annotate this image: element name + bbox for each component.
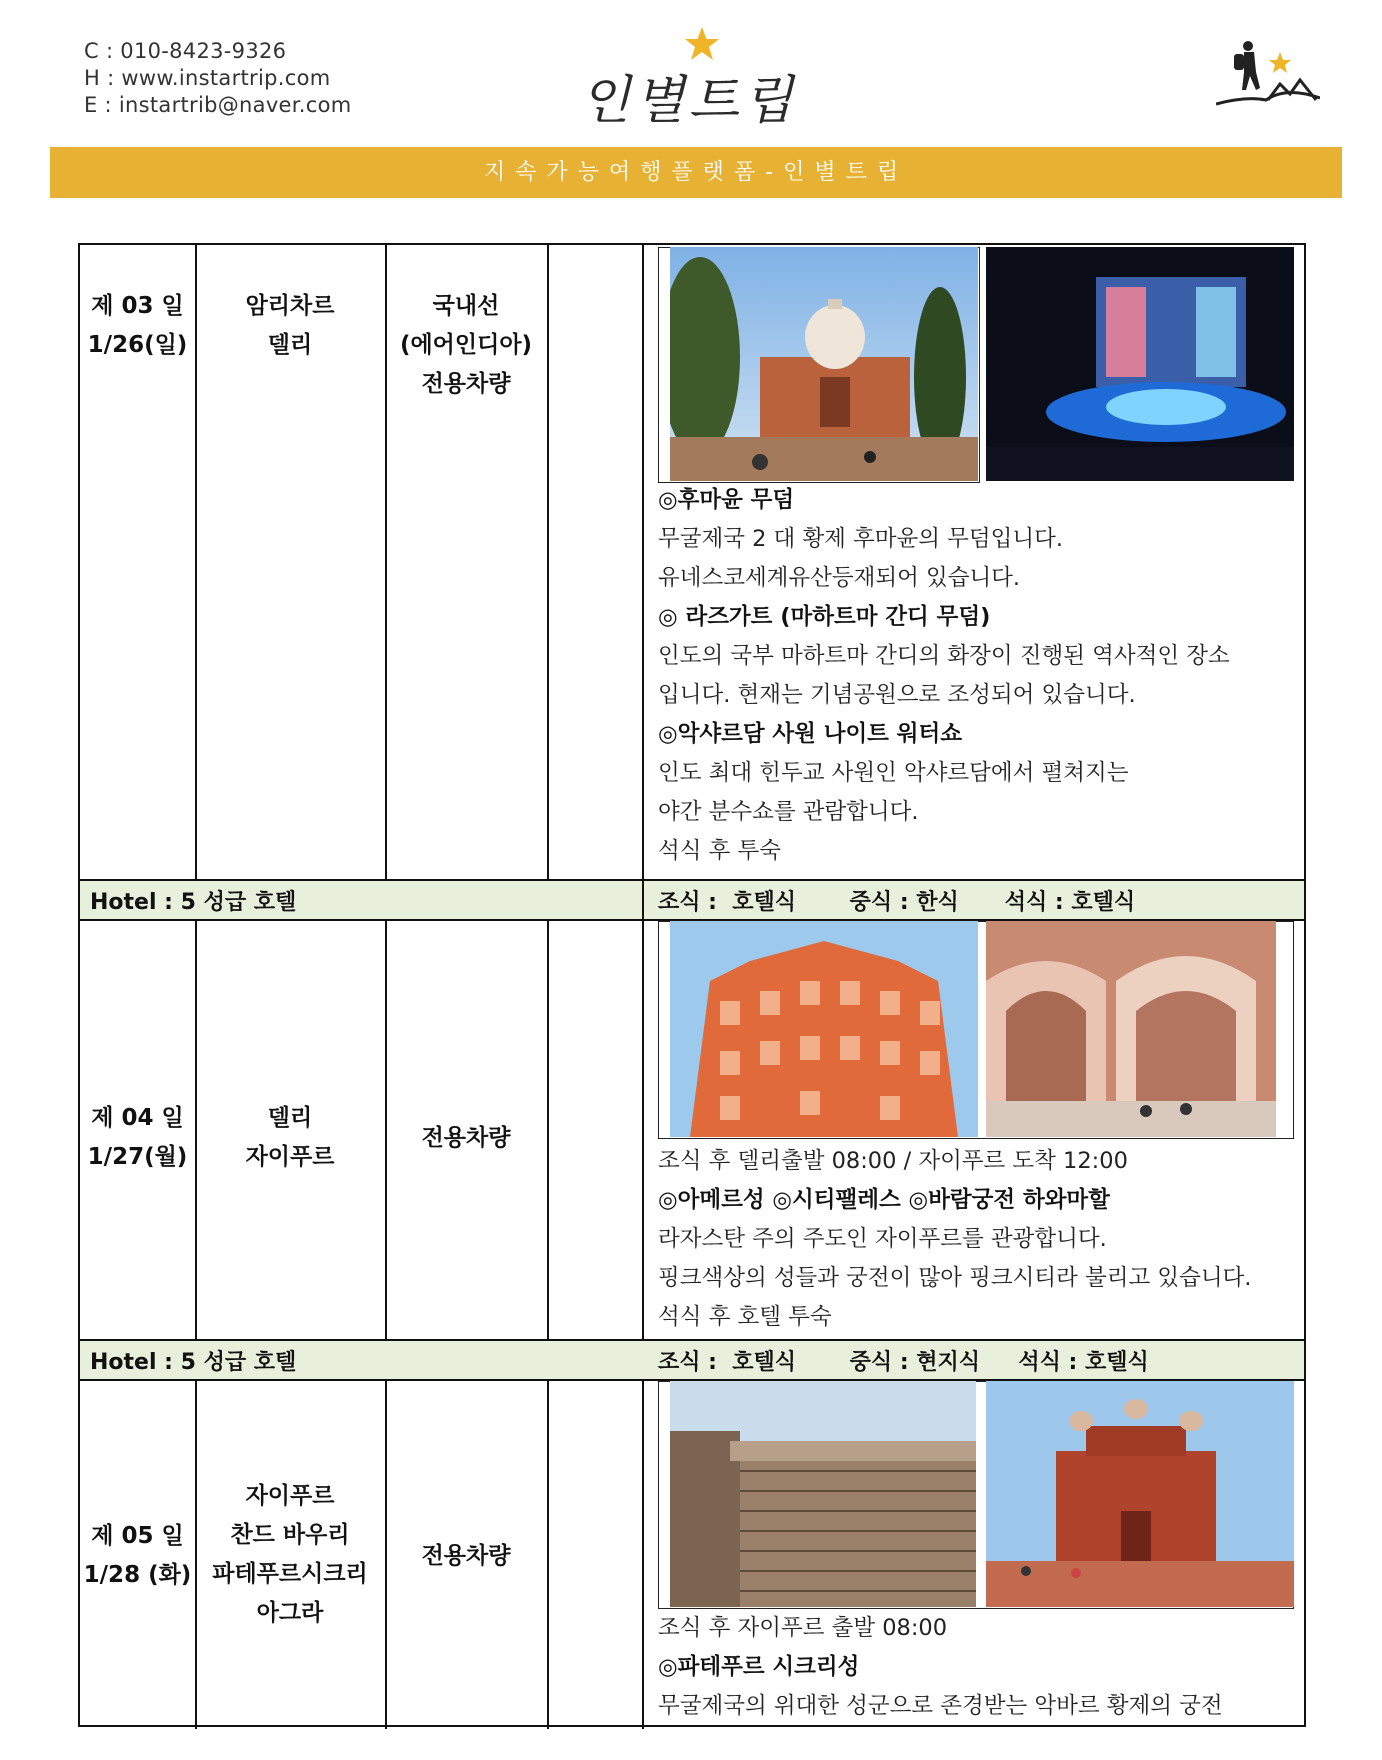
itinerary-table (78, 243, 1306, 1727)
day-details: 조식 후 델리출발 08:00 / 자이푸르 도착 12:00 ◎아메르성 ◎시티팰레스 ◎바람궁전 하와마할 라자스탄 주의 주도인 자이푸르를 관광합니다. 핑크색상의 성들과 궁전이 많아 핑크시티라 불리고 있습니다. 석식 후 호텔 투숙 (658, 1148, 1252, 1330)
hotel-label: Hotel : 5 성급 호텔 (90, 1350, 297, 1375)
city-list: 델리 자이푸르 (245, 1105, 335, 1170)
star-icon (684, 26, 720, 62)
fatehpur-sikri-photo (986, 1381, 1294, 1607)
meals-text: 조식 : 호텔식 중식 : 현지식 석식 : 호텔식 (658, 1350, 1149, 1375)
day-label: 제 03 일 1/26(일) (87, 293, 188, 358)
banner: 지속가능여행플랫폼-인별트립 (50, 147, 1342, 198)
chand-baori-photo (670, 1381, 976, 1607)
day-details: ◎후마윤 무덤 무굴제국 2 대 황제 후마윤의 무덤입니다. 유네스코세계유산등재되어 있습니다. ◎ 라즈가트 (마하트마 간디 무덤) 인도의 국부 마하트마 간디의 화장이 진행된 역사적인 장소 입니다. 현재는 기념공원으로 조성되어 있습니다. ◎악샤르담 사원 나이트 워터쇼 인도 최대 힌두교 사원인 악샤르담에서 펼쳐지는 야간 분수쇼를 관람합니다. 석식 후 투숙 (658, 487, 1230, 864)
city-list: 자이푸르 찬드 바우리 파테푸르시크리 아그라 (212, 1483, 368, 1626)
city-list: 암리차르 델리 (245, 293, 335, 358)
contact-email: E : instartrib@naver.com (84, 93, 352, 117)
contact-phone: C : 010-8423-9326 (84, 39, 287, 63)
hiker-logo-icon (1216, 38, 1320, 112)
brand-logo (570, 22, 820, 132)
akshardham-night-show-photo (986, 247, 1294, 481)
day-label: 제 04 일 1/27(월) (87, 1105, 188, 1170)
day-details: 조식 후 자이푸르 출발 08:00 ◎파테푸르 시크리성 무굴제국의 위대한 성군으로 존경받는 악바르 황제의 궁전 (658, 1615, 1223, 1719)
transport-list: 전용차량 (421, 1543, 511, 1569)
city-palace-photo (986, 921, 1276, 1137)
logo-text: 인별트립 (580, 71, 797, 131)
transport-list: 국내선 (에어인디아) 전용차량 (399, 293, 533, 397)
hotel-label: Hotel : 5 성급 호텔 (90, 890, 297, 915)
contact-info (84, 38, 352, 119)
meals-text: 조식 : 호텔식 중식 : 한식 석식 : 호텔식 (658, 890, 1136, 915)
hawa-mahal-photo (670, 921, 978, 1137)
day-label: 제 05 일 1/28 (화) (83, 1523, 192, 1588)
humayun-tomb-photo (670, 247, 978, 481)
contact-homepage: H : www.instartrip.com (84, 66, 331, 90)
transport-list: 전용차량 (421, 1125, 511, 1151)
